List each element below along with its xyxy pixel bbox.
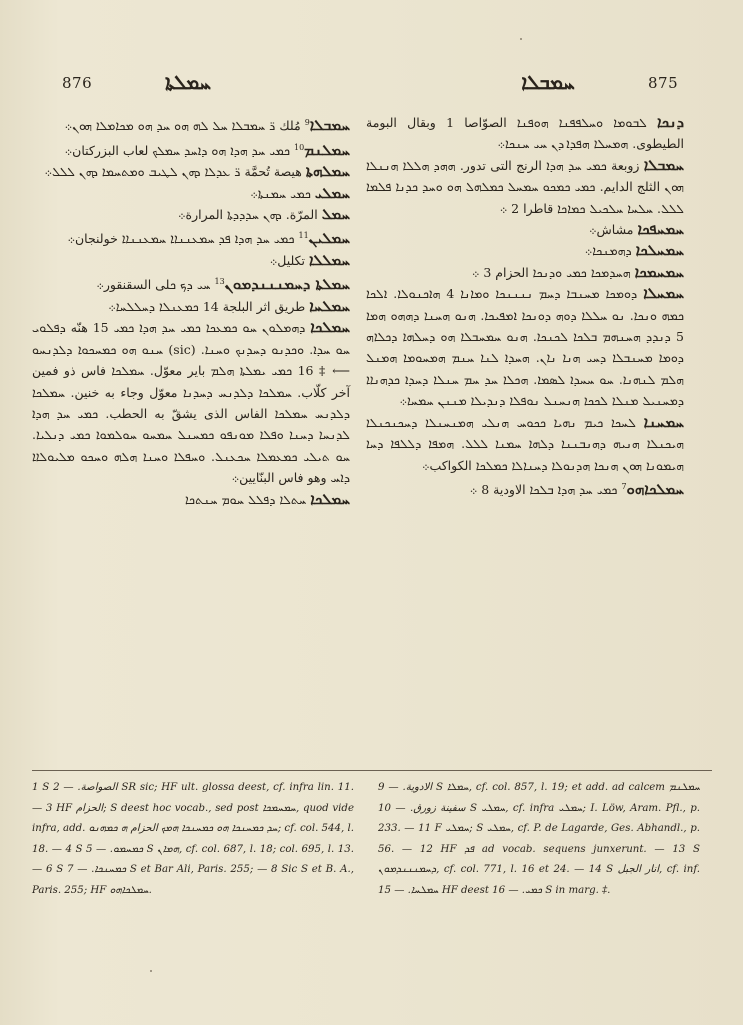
left-running-head: ܚܡܠܬܐ bbox=[165, 70, 211, 94]
entry-gloss: ܚܝ ܕܟ ܟلى السقنقور܀ bbox=[96, 277, 211, 293]
entry-gloss: ܚܬܠܐ ܕܦܠܠ ܚܘܡ ܚܢܬܟܐ bbox=[185, 491, 307, 507]
entry-headword: ܚܡܚܢܐ bbox=[643, 412, 684, 431]
lexicon-entry bbox=[366, 155, 684, 219]
lexicon-entry bbox=[32, 137, 350, 162]
footnotes-left: 1 S الصواصة. — 2 SR sic; HF ult. glossa deest, cf. infra lin. 11. — 3 HF الحزام; S deest hoc vocab., sed post ܚܡܚܡܟܐ, quod vide infra, add. ܚܕ ܟܡܚܢܟܐ ܗܘ ܟܡܚܢܟܐ ܗܡܟ الحزام ܗ ܟܡܗܢܘ; cf. col. 544, l. 18. — 4 S ܟܡܚܡܘ. — 5 S ܗܡܐܢ, cf. col. 687, l. 18; col. 695, l. 13. — 6 S ܟܡܚܢܟܐ. — 7 S et Bar Ali, Paris. 255; — 8 Sic S et B. A., Paris. 255; HF ܚܡܠܟܐܗܘ. bbox=[32, 782, 354, 896]
entry-headword: ܚܡܠܟܐܗܘ bbox=[626, 480, 684, 499]
entry-gloss: ܗܚܕܡܟܐ ܟܡܝ ܘܕܢܟܐ الحزام 3 ܀ bbox=[471, 264, 631, 280]
entry-headword: ܚܡܒܠܐ bbox=[643, 155, 684, 174]
entry-headword: ܚܡܠܟܐ bbox=[310, 489, 350, 508]
entry-headword: ܚܡܠܗܬܐ bbox=[305, 162, 350, 181]
entry-gloss: ܕܗܡܢܟܐ܀ bbox=[584, 243, 632, 259]
lexicon-entry bbox=[32, 112, 350, 137]
entry-headword: ܚܡܠܚܐ bbox=[309, 296, 350, 315]
left-column bbox=[32, 112, 350, 510]
entry-gloss: ܕܗܡܠܘܢ ܚܘ ܟܡܥܟܐ ܟܡܝ ܚܕ ܗܕܐ ܟܡܝ 15 هنّه ܕܦܠܘܝ ܚܘ ܚܕܐ. ܘܟܕܢܘ ܕܚܕܢܟ ܘܚܢܐ. (sic) ܚܢܘ ܗܘ ܟܡܚܟܘܐ ܕܠܕܢܚܘ ⟵ ‡ 16 ܟܡܝ ܝܡܠܬܐ ܗܠܡ باير معوّل. ܚܡܠܟܐ فاس ذو فمين آخر كلّاب. ܚܡܠܟܐ ܕܠܕܢܚ ܕܚܕܢܐ معوّل وجاء به خنين. ܚܡܠܟܐ ܕܠܕܢܚ ܚܡܠܟܐ الفاس الذى يشقّ به الحطب. ܟܡܝ ܚܕ ܗܕܐ ܠܕܢܚܐ ܕܚܢܐ ܘܦܠܐ ܡܘܢܦܘ ܟܡܚܢܠ ܚܡܚܘ ܚܘܠܡܘܐ ܟܡܝ ܕܢܠܝܐ. ܚܘ ܬܝܠܝ ܟܡܥܡܠܐ ܚܟܥܢܠ. ܘܚܦܠܐ ܘܚܢܐ ܗܠܗ ܘܚܟܘ ܡܠܝܘܠܐܐ ܕܐܚ وهو فاس البنّايين܀ bbox=[32, 320, 350, 486]
right-column bbox=[366, 112, 684, 500]
footnote-marker: 13 bbox=[214, 277, 225, 287]
right-running-head: ܚܡܒܠܐ bbox=[521, 70, 575, 94]
footnote-marker: 9 bbox=[304, 118, 310, 127]
entry-gloss: زوبعة ܟܡܝ ܚܕ ܗܕܐ الرنج التى تدور. ܗܗܕ ܗܠܠܐ ܗܢܢܠܐ ܗܘܢ الثلج الدايم. ܟܡܝ ܟܡܟܘ ܚܡܚܠ ܟܡܠܗܠ ܗܘ ܘܚܕ ܟܕܢܐ ܦܠܡܐ ܠܠܠ. ܚܠܚܐ ܚܠܟܝܠ ܟܡܐܟܐ قاطرا 2 ܀ bbox=[366, 157, 684, 216]
entry-gloss: المرّة. ܕܗܢ ܚܕܕܕܬܐ المرارة܀ bbox=[178, 206, 318, 222]
entry-headword: ܚܡܚܠܐ bbox=[643, 284, 684, 303]
lexicon-entry bbox=[366, 262, 684, 283]
lexicon-entry bbox=[366, 412, 684, 476]
entry-headword: ܚܡܚܦܟܐ bbox=[637, 220, 684, 239]
lexicon-entry bbox=[32, 489, 350, 510]
entry-gloss: طريق اثر البلجة 14 ܟܡܥܢܠܐ ܕܚܠܠܚܐ܀ bbox=[108, 298, 306, 314]
lexicon-entry bbox=[32, 271, 350, 296]
entry-gloss: ܟܡܝ ܚܕ ܗܕܐ ܒܠܟܐ الاودية 8 ܀ bbox=[469, 482, 618, 498]
lexicon-entry bbox=[366, 219, 684, 240]
footnote-rule bbox=[32, 770, 712, 771]
entry-headword: ܚܡܠܬܐ ܕܚܡܢܢܢܕܡܘܢ bbox=[224, 275, 350, 294]
entry-gloss: ܟܡܝ ܚܕ ܗܕܐ ܗܘ ܕܐܚܕ ܚܡܠܟ لعاب البزركتان܀ bbox=[64, 142, 290, 158]
entry-headword: ܚܡܒܠܐ bbox=[309, 116, 350, 135]
lexicon-entry bbox=[366, 240, 684, 261]
entry-headword: ܚܡܠܢܡ bbox=[304, 140, 350, 159]
paper-speck bbox=[150, 970, 152, 972]
lexicon-entry bbox=[32, 204, 350, 225]
left-page-number: 876 bbox=[62, 74, 93, 92]
lexicon-entry bbox=[366, 112, 684, 155]
footnote-marker: 7 bbox=[621, 481, 627, 491]
footnote-marker: 10 bbox=[293, 142, 305, 152]
entry-headword: ܚܡܠܝܢ bbox=[308, 229, 350, 248]
lexicon-entry bbox=[32, 161, 350, 182]
entry-headword: ܚܡܚܠܟܐ bbox=[635, 241, 684, 260]
lexicon-entry bbox=[32, 317, 350, 488]
entry-gloss: ܟܡܝ ܚܡܢܬܐ܀ bbox=[250, 185, 311, 201]
page-header bbox=[0, 62, 743, 102]
lexicon-entry bbox=[32, 225, 350, 250]
entry-headword: ܚܡܚܡܟܐ bbox=[634, 262, 684, 281]
entry-headword: ܚܡܠܟܐ bbox=[310, 318, 350, 337]
entry-gloss: هيصة تُحمَّة ܪ̈ ܥܕܠܐ ܕܗܢ ܠܛܝܒ ܘܡܬܚܡܐ ܕܗܢ ܠܠܠ܀ bbox=[44, 164, 302, 180]
entry-gloss: تكليل܀ bbox=[269, 252, 306, 268]
paper-speck bbox=[520, 38, 522, 40]
entry-gloss: ܠܒܘܡܐ ܘܚܠܦܦܢܐ ܗܘܦܢܐ الصوّاصا 1 وبقال البومة الطيطوى. ܗܡܚܠܐ ܗܦܕܐ ܕܢ ܚܝ ܚܢܟܐ܀ bbox=[366, 115, 684, 152]
entry-gloss: مُلك ܪ̈ ܚܡܒܠܐ ܚܠ ܠܗ ܗܘ ܚܕ ܗܘ ܡܟܐܡܠܐ ܗܘܢ܀ bbox=[64, 118, 301, 134]
entry-gloss: مشاش܀ bbox=[589, 222, 634, 238]
lexicon-entry bbox=[366, 283, 684, 411]
footnotes-right: الادوية. — 9 S ܚܡܠܐ, cf. col. 857, l. 19; et add. ad calcem ܚܡܠܢܡ سفينة زورق. — 10 S ܚܡܠܝ, cf. infra ܚܡܠܝ; I. Löw, Aram. Pfl., p. 233. — 11 F ܚܡܠܝ; S ܚܡܠܝ, cf. P. de Lagarde, Ges. Abhandl., p. 56. — 12 HF ܦܕ ad vocab. sequens junxerunt. — 13 S ܕܚܡܢܢܢܕܡܘܢ, cf. col. 771, l. 16 et 24. — 14 S انار الجبل, cf. inf. ܚܡܠܚܐ. — 15 HF deest ܟܡܝ. — 16 S in marg. ‡. bbox=[378, 782, 701, 896]
lexicon-entry bbox=[366, 476, 684, 501]
lexicon-entry bbox=[32, 296, 350, 317]
entry-headword: ܕܢܟܐ bbox=[657, 113, 684, 131]
lexicon-entry bbox=[32, 250, 350, 271]
entry-headword: ܚܡܠ bbox=[321, 204, 350, 223]
footnote-marker: 11 bbox=[298, 231, 309, 241]
entry-gloss: ܠܚܟܐ ܟܝܡ ܢܗܝܐ ܟܟܘܚ ܗܢܠܝ ܗܡܢܚܢܠܐ ܕܚܟܢܟܢܠܐ ܗܝܟܢܠܐ ܗܢܝܗ ܕܗܢܒܢܢܐ ܕܠܗܐ ܚܡܢܐ ܠܠܠ. ܗܡܦܐ ܕܠܠܦܐ ܕܚܐ ܗܝܡܘܢܐ ܗܘܢ ܗܢܟܐ ܗܕܢܘܠܐ ܕܚܢܐܠܐ ܟܡܠܟܐ الكواكب܀ bbox=[366, 414, 684, 473]
entry-gloss: ܟܡܝ ܚܕ ܗܕܐ ܦܕ ܚܡܥܢܢܐܐ ܚܡܥܢܢܐܐ خولنجان܀ bbox=[67, 231, 295, 247]
entry-gloss: ܕܘܡܟܐ ܡܚܢܒܐ ܕܚܡ ܢܢܢܢܟܐ ܘܡܐܢܐ 4 ܗܐܟܢܘܠܐ. ܐܠܟܐ ܟܡܗ ܘܢܟܐ. ܢܘ ܚܠܠܐ ܕܘܗ ܕܘܢܟܐ ܐܡܦܝܟܐ. ܗܢܘ ܗܚܢܐ ܕܗܗܘ ܗܡܐ 5 ܕܢܕܕ ܗܚܢܗܡ ܒܠܟܐ ܠܟܢܟܐ. ܗܢܘ ܚܡܚܒܠܐ ܗܘ ܕܚܠܗܐ ܕܟܠܐܗ ܕܘܡܐ ܡܚܢܒܠܐ ܕܚܝ ܗܢܐ ܢܐܢ. ܗܚܕܐ ܠܢܐ ܚܢܡ ܗܡܚܘܡܐ ܗܡܢܠ ܗܠܡ ܠܢܗܢܐ. ܚܘ ܚܚܕܐ ܠܣܡܐ. ܗܟܠܐ ܚܕ ܚܡ ܚܢܠܐ ܕܚܕܐ ܟܕܗܢܐܐ ܕܡܚܢܝܠ ܡܢܠܐ ܠܟܟܐ ܗܢܚܢܠ ܢܘܦܠܐ ܕܢܕܝܠܐ ܡܢܢܢ ܚܡܚܐ܀ bbox=[366, 286, 684, 409]
entry-headword: ܚܡܠܠܐ bbox=[309, 250, 350, 269]
right-page-number: 875 bbox=[648, 74, 679, 92]
lexicon-entry bbox=[32, 183, 350, 204]
entry-headword: ܚܡܠܝ bbox=[314, 183, 350, 202]
